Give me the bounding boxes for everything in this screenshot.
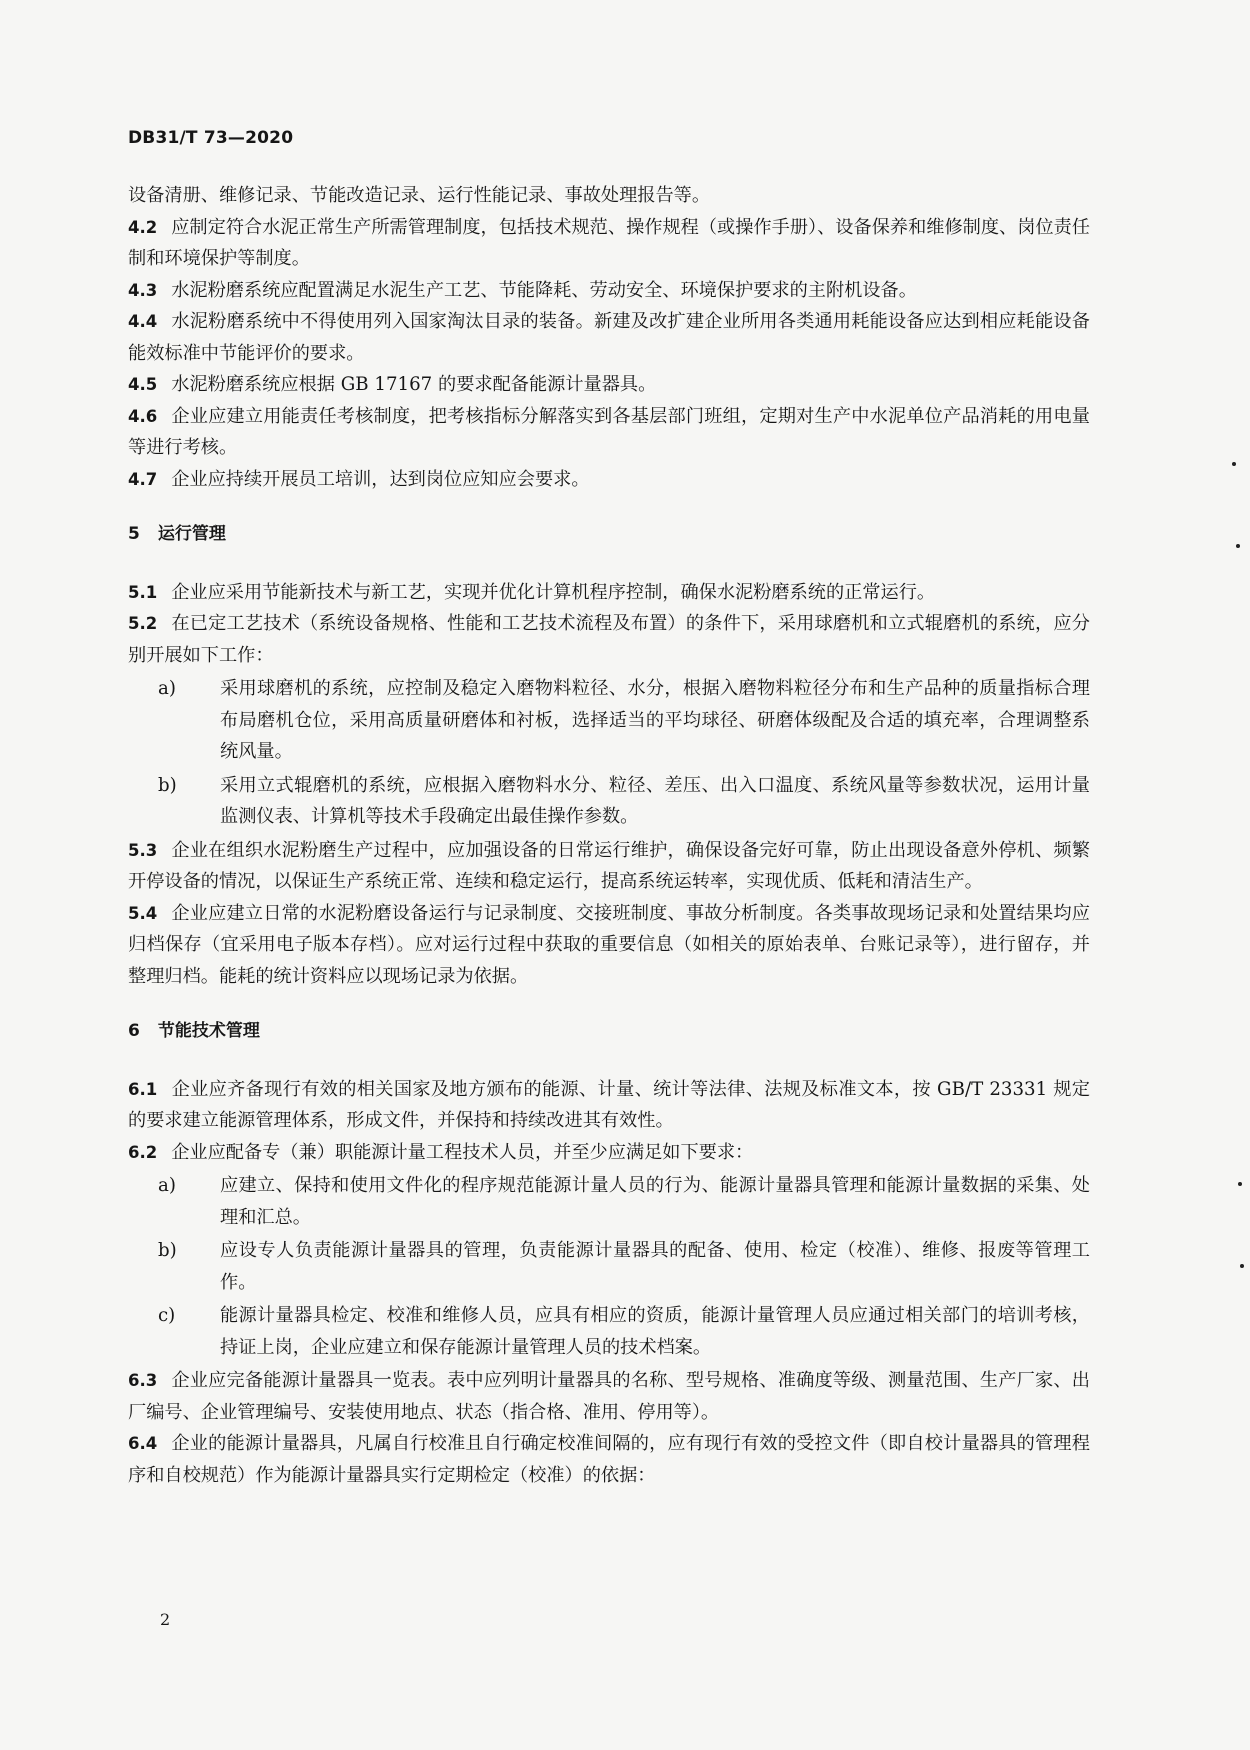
document-body: [128, 180, 1090, 1491]
list-marker: a): [158, 1175, 176, 1196]
list-item-text: 采用球磨机的系统，应控制及稳定入磨物料粒径、水分，根据入磨物料粒径分布和生产品种的质量指标合理布局磨机仓位，采用高质量研磨体和衬板，选择适当的平均球径、研磨体级配及合适的填充率，合理调整系统风量。: [220, 678, 1090, 762]
list-marker: a): [158, 678, 176, 699]
clause-6-1: [128, 1074, 1090, 1137]
list-item-text: 能源计量器具检定、校准和维修人员，应具有相应的资质，能源计量管理人员应通过相关部门的培训考核，持证上岗，企业应建立和保存能源计量管理人员的技术档案。: [220, 1305, 1090, 1358]
scan-speck: [1240, 1264, 1244, 1268]
clause-number: 5.1: [128, 582, 158, 602]
scan-speck: [1236, 544, 1240, 548]
clause-5-1: [128, 577, 1090, 609]
clause-number: 4.5: [128, 375, 158, 394]
clause-text: 企业应建立日常的水泥粉磨设备运行与记录制度、交接班制度、事故分析制度。各类事故现场记录和处置结果均应归档保存（宜采用电子版本存档）。应对运行过程中获取的重要信息（如相关的原始表单、台账记录等），进行留存，并整理归档。能耗的统计资料应以现场记录为依据。: [128, 902, 1090, 987]
clause-4-5: [128, 369, 1090, 401]
list-marker: b): [158, 774, 177, 796]
clause-number: 4.6: [128, 406, 158, 426]
clause-text: 水泥粉磨系统应根据 GB 17167 的要求配备能源计量器具。: [171, 374, 657, 395]
clause-text: 应制定符合水泥正常生产所需管理制度，包括技术规范、操作规程（或操作手册）、设备保养和维修制度、岗位责任制和环境保护等制度。: [128, 216, 1090, 269]
clause-4-6: [128, 401, 1090, 464]
continuation-text: 设备清册、维修记录、节能改造记录、运行性能记录、事故处理报告等。: [128, 185, 711, 206]
clause-number: 4.7: [128, 469, 158, 489]
clause-4-3: [128, 275, 1090, 307]
section-title: 运行管理: [157, 524, 226, 544]
clause-text: 企业应采用节能新技术与新工艺，实现并优化计算机程序控制，确保水泥粉磨系统的正常运行。: [171, 581, 936, 603]
list-item-text: 采用立式辊磨机的系统，应根据入磨物料水分、粒径、差压、出入口温度、系统风量等参数状况，运用计量监测仪表、计算机等技术手段确定出最佳操作参数。: [220, 774, 1090, 827]
clause-text: 企业应配备专（兼）职能源计量工程技术人员，并至少应满足如下要求：: [171, 1141, 754, 1163]
list-item: [128, 673, 1090, 768]
clause-number: 4.4: [128, 312, 158, 331]
page-number: 2: [160, 1610, 171, 1629]
clause-4-4: [128, 306, 1090, 369]
document-code: DB31/T 73—2020: [128, 128, 294, 148]
clause-number: 6.2: [128, 1142, 158, 1162]
clause-6-4: [128, 1428, 1090, 1491]
clause-text: 企业应持续开展员工培训，达到岗位应知应会要求。: [171, 468, 590, 490]
list-marker: b): [158, 1240, 177, 1261]
clause-number: 5.4: [128, 903, 158, 923]
clause-text: 水泥粉磨系统中不得使用列入国家淘汰目录的装备。新建及改扩建企业所用各类通用耗能设备应达到相应耗能设备能效标准中节能评价的要求。: [128, 311, 1090, 364]
section-heading-6: [128, 1016, 1090, 1048]
clause-text: 企业在组织水泥粉磨生产过程中，应加强设备的日常运行维护，确保设备完好可靠，防止出现设备意外停机、频繁开停设备的情况，以保证生产系统正常、连续和稳定运行，提高系统运转率，实现优质、低耗和清洁生产。: [128, 839, 1090, 892]
clause-5-2: [128, 608, 1090, 671]
clause-text: 企业应建立用能责任考核制度，把考核指标分解落实到各基层部门班组，定期对生产中水泥单位产品消耗的用电量等进行考核。: [128, 405, 1090, 458]
clause-text: 在已定工艺技术（系统设备规格、性能和工艺技术流程及布置）的条件下，采用球磨机和立式辊磨机的系统，应分别开展如下工作：: [128, 613, 1090, 666]
clause-number: 6.1: [128, 1079, 158, 1099]
scan-speck: [1232, 462, 1236, 466]
list-marker: c): [158, 1305, 176, 1326]
list-item-text: 应建立、保持和使用文件化的程序规范能源计量人员的行为、能源计量器具管理和能源计量数据的采集、处理和汇总。: [220, 1175, 1090, 1228]
clause-number: 4.3: [128, 280, 158, 300]
clause-text: 企业应完备能源计量器具一览表。表中应列明计量器具的名称、型号规格、准确度等级、测量范围、生产厂家、出厂编号、企业管理编号、安装使用地点、状态（指合格、准用、停用等）。: [128, 1370, 1090, 1423]
clause-number: 6.4: [128, 1434, 158, 1453]
list-item: [128, 770, 1090, 833]
clause-6-3: [128, 1365, 1090, 1428]
clause-4-7: [128, 464, 1090, 496]
clause-number: 5.3: [128, 840, 158, 860]
section-title: 节能技术管理: [157, 1021, 260, 1041]
scan-speck: [1238, 1182, 1242, 1186]
list-item: [128, 1235, 1090, 1298]
clause-number: 5.2: [128, 614, 158, 633]
clause-5-3: [128, 835, 1090, 898]
clause-number: 6.3: [128, 1371, 158, 1390]
clause-text: 企业的能源计量器具，凡属自行校准且自行确定校准间隔的，应有现行有效的受控文件（即自校计量器具的管理程序和自校规范）作为能源计量器具实行定期检定（校准）的依据：: [128, 1433, 1090, 1486]
section-number: 6: [128, 1021, 140, 1041]
clause-text: 水泥粉磨系统应配置满足水泥生产工艺、节能降耗、劳动安全、环境保护要求的主附机设备。: [171, 279, 917, 301]
list-item: [128, 1300, 1090, 1363]
list-item: [128, 1170, 1090, 1233]
clause-4-2: [128, 212, 1090, 275]
section-heading-5: [128, 519, 1090, 551]
section-number: 5: [128, 524, 140, 544]
clause-number: 4.2: [128, 217, 158, 237]
list-item-text: 应设专人负责能源计量器具的管理，负责能源计量器具的配备、使用、检定（校准）、维修、报废等管理工作。: [220, 1240, 1090, 1293]
clause-6-2: [128, 1137, 1090, 1169]
clause-5-4: [128, 898, 1090, 993]
clause-text: 企业应齐备现行有效的相关国家及地方颁布的能源、计量、统计等法律、法规及标准文本，按 GB/T 23331 规定的要求建立能源管理体系，形成文件，并保持和持续改进其有效性。: [128, 1078, 1090, 1131]
